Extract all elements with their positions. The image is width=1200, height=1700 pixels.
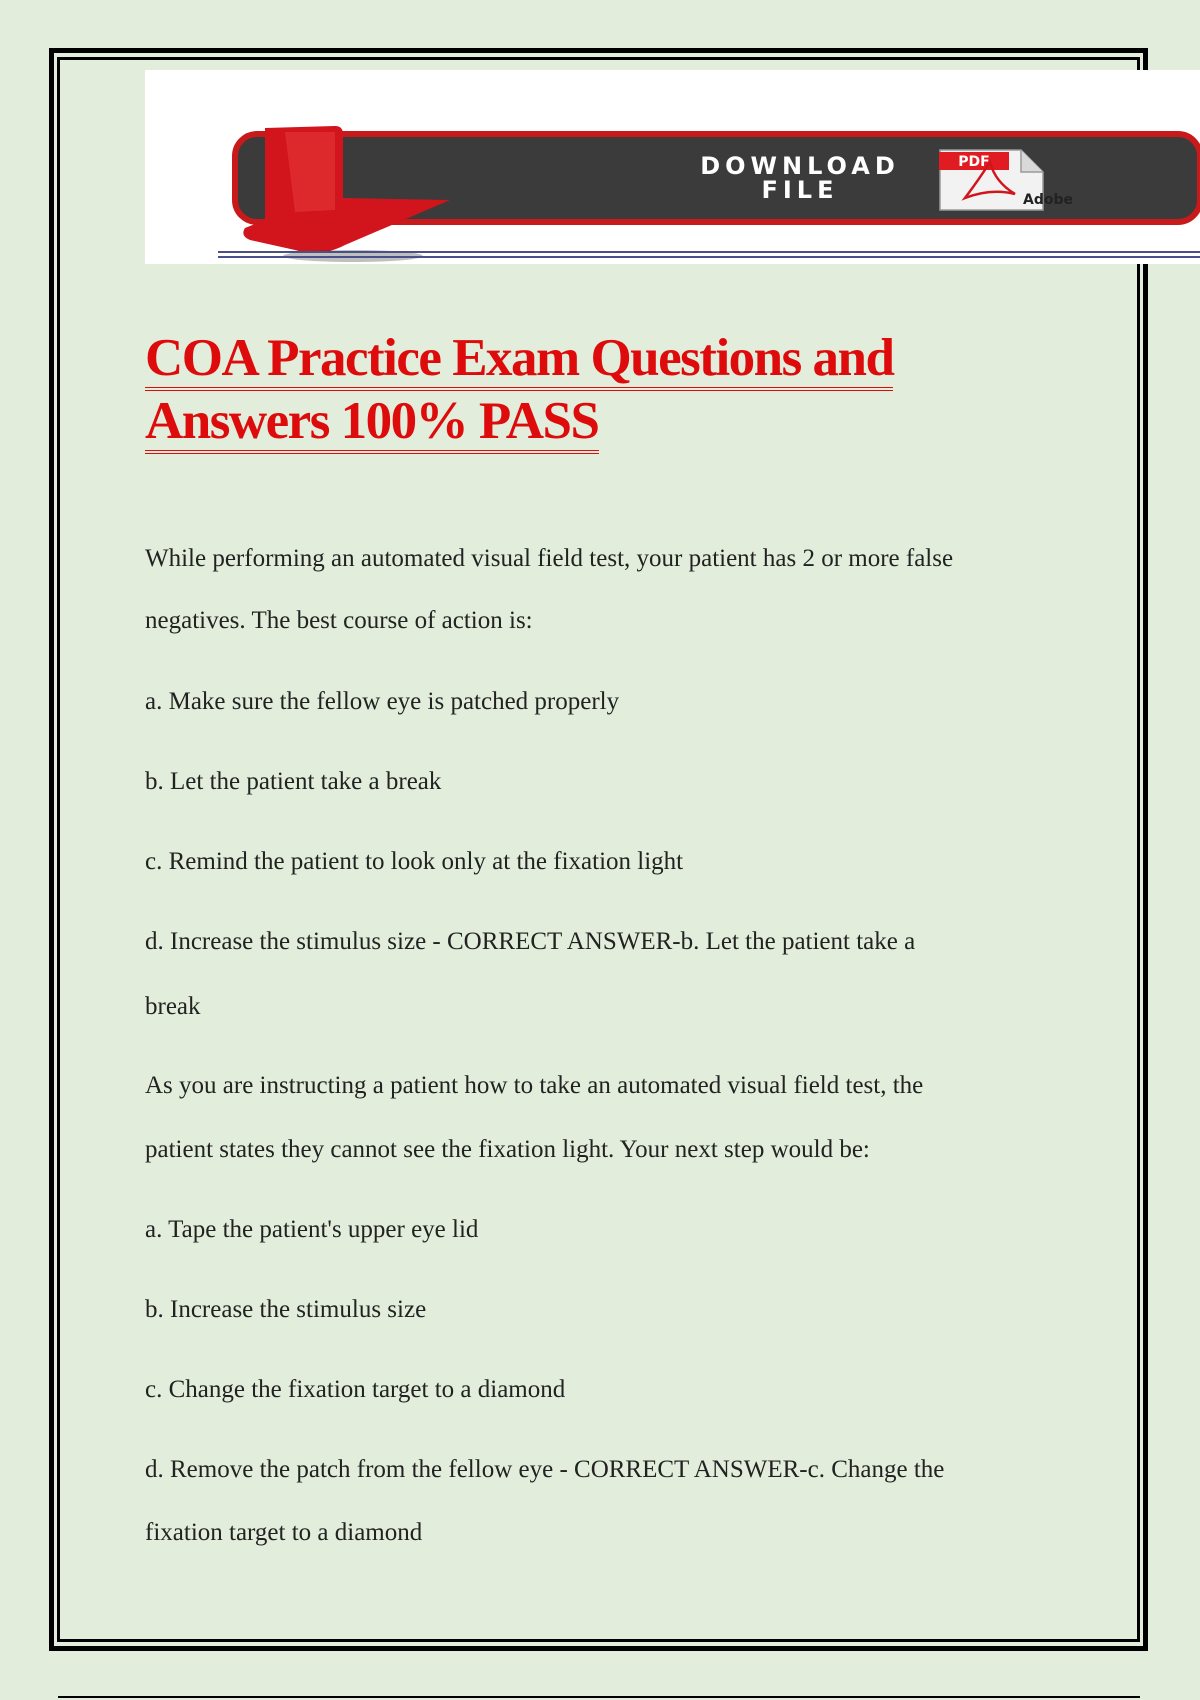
question-stem-line: patient states they cannot see the fixation light. Your next step would be:	[145, 1136, 870, 1163]
answer-option-d-continued: fixation target to a diamond	[145, 1519, 423, 1546]
answer-option-d: d. Increase the stimulus size - CORRECT ANSWER-b. Let the patient take a	[145, 928, 916, 955]
banner-rule-bottom	[218, 256, 1200, 258]
question-stem-line: As you are instructing a patient how to take an automated visual field test, the	[145, 1072, 924, 1099]
download-banner[interactable]	[145, 70, 1200, 264]
banner-rule-top	[218, 251, 1200, 253]
document-title-line-1: COA Practice Exam Questions and	[145, 330, 893, 391]
answer-option-a: a. Tape the patient's upper eye lid	[145, 1216, 479, 1243]
answer-option-d-continued: break	[145, 993, 201, 1020]
question-stem-line: While performing an automated visual field test, your patient has 2 or more false	[145, 545, 954, 572]
document-title-line-2: Answers 100% PASS	[145, 393, 599, 454]
document-title	[145, 330, 1025, 454]
bottom-rule	[58, 1696, 1140, 1698]
adobe-label: Adobe	[1023, 192, 1073, 208]
download-label: DOWNLOAD	[700, 152, 900, 180]
answer-option-a: a. Make sure the fellow eye is patched properly	[145, 688, 620, 715]
answer-option-c: c. Change the fixation target to a diamond	[145, 1376, 566, 1403]
answer-option-b: b. Increase the stimulus size	[145, 1296, 427, 1323]
question-stem-line: negatives. The best course of action is:	[145, 607, 533, 634]
answer-option-c: c. Remind the patient to look only at the fixation light	[145, 848, 684, 875]
file-label: FILE	[761, 176, 839, 204]
answer-option-d: d. Remove the patch from the fellow eye - CORRECT ANSWER-c. Change the	[145, 1456, 945, 1483]
answer-option-b: b. Let the patient take a break	[145, 768, 442, 795]
pdf-label: PDF	[958, 154, 990, 170]
